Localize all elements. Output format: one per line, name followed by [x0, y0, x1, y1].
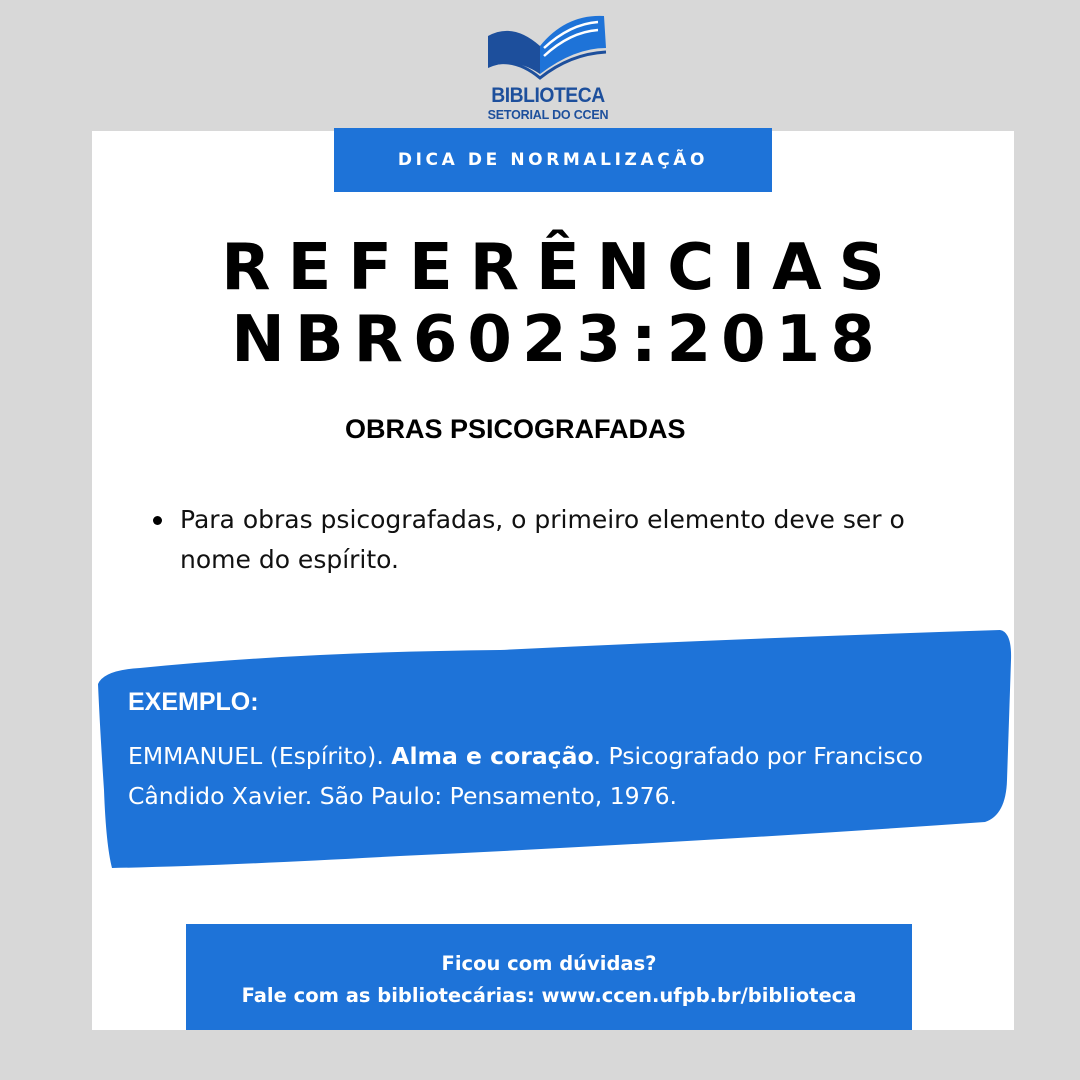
tip-badge: DICA DE NORMALIZAÇÃO — [334, 128, 772, 192]
logo-subtitle: SETORIAL DO CCEN — [487, 108, 609, 122]
example-label: EXEMPLO: — [128, 688, 259, 716]
bullet-text: Para obras psicografadas, o primeiro elemento deve ser o nome do espírito. — [180, 505, 905, 574]
logo-title: BIBLIOTECA — [491, 84, 605, 107]
footer-question: Ficou com dúvidas? — [441, 952, 657, 975]
page-title-line2: NBR6023:2018 — [231, 303, 885, 377]
contact-footer — [186, 924, 912, 1030]
reference-author: EMMANUEL (Espírito). — [128, 742, 392, 770]
reference-title: Alma e coração — [391, 742, 594, 770]
reference-details: . Psicografado por Francisco Cândido Xavier. São Paulo: Pensamento, 1976. — [128, 742, 923, 810]
section-subtitle: OBRAS PSICOGRAFADAS — [345, 414, 686, 444]
footer-contact-link[interactable]: Fale com as bibliotecárias: www.ccen.ufpb.br/biblioteca — [241, 984, 857, 1007]
example-reference — [128, 736, 978, 816]
page-title-line1: REFERÊNCIAS — [221, 231, 902, 305]
